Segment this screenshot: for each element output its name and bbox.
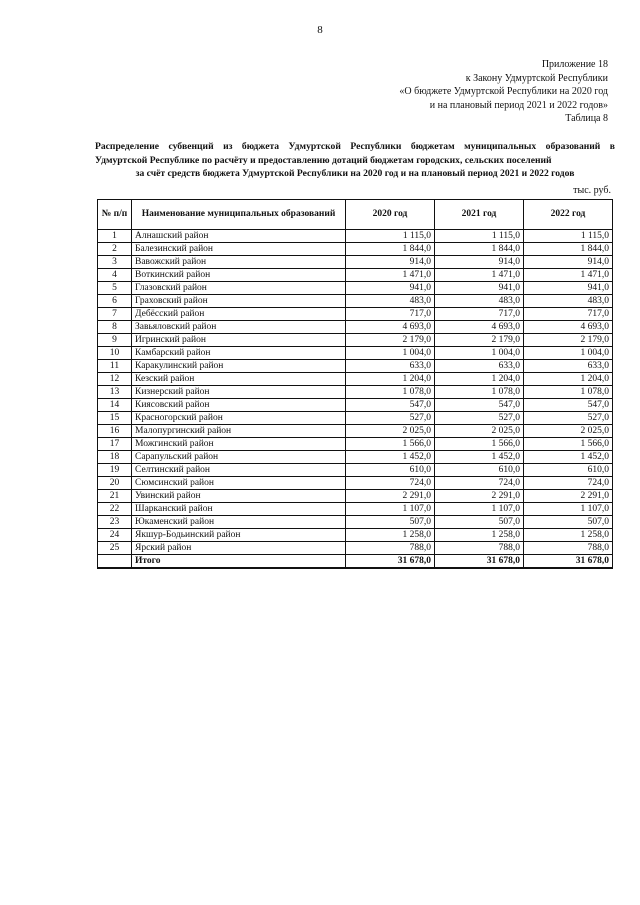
municipality-name: Кизнерский район (132, 386, 346, 399)
table-row (98, 503, 613, 516)
title-line: Распределение субвенций из бюджета Удмуртской Республики бюджетам муниципальных образований в (95, 141, 615, 152)
table-row (98, 321, 613, 334)
table-row (98, 243, 613, 256)
appendix-line: «О бюджете Удмуртской Республики на 2020 год (399, 86, 608, 97)
row-number: 6 (98, 295, 132, 308)
municipality-name: Дебёсский район (132, 308, 346, 321)
value-2021: 2 025,0 (435, 425, 524, 438)
value-2022: 788,0 (524, 542, 613, 555)
row-number: 3 (98, 256, 132, 269)
value-2020: 914,0 (346, 256, 435, 269)
value-2020: 1 004,0 (346, 347, 435, 360)
value-2021: 4 693,0 (435, 321, 524, 334)
table-row (98, 256, 613, 269)
row-number: 4 (98, 269, 132, 282)
value-2022: 507,0 (524, 516, 613, 529)
table-label: Таблица 8 (565, 113, 608, 124)
municipality-name: Малопургинский район (132, 425, 346, 438)
value-2022: 1 452,0 (524, 451, 613, 464)
value-2021: 2 179,0 (435, 334, 524, 347)
municipality-name: Кезский район (132, 373, 346, 386)
value-2022: 2 179,0 (524, 334, 613, 347)
value-2021: 1 258,0 (435, 529, 524, 542)
row-number: 20 (98, 477, 132, 490)
row-number: 21 (98, 490, 132, 503)
row-number: 14 (98, 399, 132, 412)
value-2022: 914,0 (524, 256, 613, 269)
value-2022: 633,0 (524, 360, 613, 373)
row-number: 16 (98, 425, 132, 438)
table-row (98, 295, 613, 308)
value-2022: 1 004,0 (524, 347, 613, 360)
table-row (98, 516, 613, 529)
value-2021: 1 844,0 (435, 243, 524, 256)
row-number: 19 (98, 464, 132, 477)
value-2022: 1 204,0 (524, 373, 613, 386)
municipality-name: Увинский район (132, 490, 346, 503)
value-2021: 717,0 (435, 308, 524, 321)
value-2022: 2 025,0 (524, 425, 613, 438)
value-2020: 547,0 (346, 399, 435, 412)
table-row (98, 412, 613, 425)
document-title (95, 140, 615, 181)
value-2021: 633,0 (435, 360, 524, 373)
appendix-line: к Закону Удмуртской Республики (465, 72, 608, 84)
table-row (98, 347, 613, 360)
total-2020: 31 678,0 (346, 555, 435, 569)
title-line: Удмуртской Республике по расчёту и предоставлению дотаций бюджетам городских, сельских поселений (95, 154, 552, 166)
value-2022: 483,0 (524, 295, 613, 308)
title-line: за счёт средств бюджета Удмуртской Республики на 2020 год и на плановый период 2021 и 2022 годов (135, 168, 575, 179)
table-row (98, 230, 613, 243)
table-row (98, 451, 613, 464)
header-2020: 2020 год (346, 200, 435, 230)
table-row (98, 269, 613, 282)
value-2021: 483,0 (435, 295, 524, 308)
municipality-name: Юкаменский район (132, 516, 346, 529)
value-2021: 788,0 (435, 542, 524, 555)
value-2020: 1 452,0 (346, 451, 435, 464)
value-2022: 724,0 (524, 477, 613, 490)
table-row (98, 282, 613, 295)
municipality-name: Шарканский район (132, 503, 346, 516)
value-2022: 1 258,0 (524, 529, 613, 542)
value-2021: 1 004,0 (435, 347, 524, 360)
row-number: 18 (98, 451, 132, 464)
municipality-name: Киясовский район (132, 399, 346, 412)
row-number: 10 (98, 347, 132, 360)
value-2022: 547,0 (524, 399, 613, 412)
value-2021: 547,0 (435, 399, 524, 412)
municipality-name: Балезинский район (132, 243, 346, 256)
value-2022: 1 078,0 (524, 386, 613, 399)
value-2020: 941,0 (346, 282, 435, 295)
value-2022: 610,0 (524, 464, 613, 477)
table-row (98, 308, 613, 321)
value-2020: 633,0 (346, 360, 435, 373)
value-2021: 2 291,0 (435, 490, 524, 503)
municipality-name: Якшур-Бодьинский район (132, 529, 346, 542)
value-2020: 1 258,0 (346, 529, 435, 542)
value-2020: 2 179,0 (346, 334, 435, 347)
row-number: 5 (98, 282, 132, 295)
appendix-line: Приложение 18 (541, 59, 608, 70)
row-number: 23 (98, 516, 132, 529)
value-2020: 610,0 (346, 464, 435, 477)
municipality-name: Камбарский район (132, 347, 346, 360)
row-number: 11 (98, 360, 132, 373)
row-number: 25 (98, 542, 132, 555)
value-2020: 788,0 (346, 542, 435, 555)
value-2022: 1 566,0 (524, 438, 613, 451)
row-number: 15 (98, 412, 132, 425)
total-2021: 31 678,0 (435, 555, 524, 569)
row-number: 2 (98, 243, 132, 256)
municipality-name: Глазовский район (132, 282, 346, 295)
table-row (98, 464, 613, 477)
header-2021: 2021 год (435, 200, 524, 230)
municipality-name: Игринский район (132, 334, 346, 347)
row-number: 22 (98, 503, 132, 516)
value-2021: 941,0 (435, 282, 524, 295)
header-name: Наименование муниципальных образований (132, 200, 346, 230)
value-2020: 527,0 (346, 412, 435, 425)
value-2020: 1 115,0 (346, 230, 435, 243)
value-2022: 1 107,0 (524, 503, 613, 516)
municipality-name: Завьяловский район (132, 321, 346, 334)
value-2020: 4 693,0 (346, 321, 435, 334)
table-row (98, 542, 613, 555)
row-number: 12 (98, 373, 132, 386)
row-number: 1 (98, 230, 132, 243)
municipality-name: Красногорский район (132, 412, 346, 425)
municipality-name: Воткинский район (132, 269, 346, 282)
table-row (98, 399, 613, 412)
value-2020: 1 844,0 (346, 243, 435, 256)
table-row (98, 438, 613, 451)
row-number: 13 (98, 386, 132, 399)
row-number: 24 (98, 529, 132, 542)
page-number: 8 (317, 24, 323, 36)
table-row (98, 529, 613, 542)
subsidy-table (97, 199, 613, 569)
value-2021: 1 471,0 (435, 269, 524, 282)
value-2022: 4 693,0 (524, 321, 613, 334)
total-label: Итого (132, 555, 346, 569)
table-header-row (98, 200, 613, 230)
value-2022: 527,0 (524, 412, 613, 425)
municipality-name: Сарапульский район (132, 451, 346, 464)
header-2022: 2022 год (524, 200, 613, 230)
value-2022: 1 115,0 (524, 230, 613, 243)
value-2020: 1 107,0 (346, 503, 435, 516)
row-number: 9 (98, 334, 132, 347)
appendix-header (399, 58, 608, 126)
value-2022: 717,0 (524, 308, 613, 321)
value-2020: 2 291,0 (346, 490, 435, 503)
value-2021: 527,0 (435, 412, 524, 425)
value-2021: 1 452,0 (435, 451, 524, 464)
municipality-name: Граховский район (132, 295, 346, 308)
table-row (98, 373, 613, 386)
value-2022: 1 471,0 (524, 269, 613, 282)
value-2021: 1 078,0 (435, 386, 524, 399)
value-2021: 1 566,0 (435, 438, 524, 451)
table-row (98, 477, 613, 490)
value-2020: 1 078,0 (346, 386, 435, 399)
row-number: 7 (98, 308, 132, 321)
value-2020: 717,0 (346, 308, 435, 321)
value-2021: 1 107,0 (435, 503, 524, 516)
value-2020: 2 025,0 (346, 425, 435, 438)
municipality-name: Селтинский район (132, 464, 346, 477)
value-2021: 507,0 (435, 516, 524, 529)
total-2022: 31 678,0 (524, 555, 613, 569)
value-2020: 724,0 (346, 477, 435, 490)
units-label: тыс. руб. (573, 185, 611, 196)
value-2020: 1 204,0 (346, 373, 435, 386)
value-2021: 914,0 (435, 256, 524, 269)
total-number-cell (98, 555, 132, 569)
row-number: 8 (98, 321, 132, 334)
table-row (98, 360, 613, 373)
value-2022: 1 844,0 (524, 243, 613, 256)
appendix-line: и на плановый период 2021 и 2022 годов» (429, 99, 608, 111)
table-body (98, 230, 613, 569)
value-2021: 1 115,0 (435, 230, 524, 243)
municipality-name: Ярский район (132, 542, 346, 555)
table-row (98, 425, 613, 438)
municipality-name: Можгинский район (132, 438, 346, 451)
value-2021: 610,0 (435, 464, 524, 477)
value-2021: 1 204,0 (435, 373, 524, 386)
value-2020: 507,0 (346, 516, 435, 529)
value-2020: 483,0 (346, 295, 435, 308)
municipality-name: Алнашский район (132, 230, 346, 243)
municipality-name: Сюмсинский район (132, 477, 346, 490)
value-2022: 941,0 (524, 282, 613, 295)
table-row (98, 386, 613, 399)
value-2022: 2 291,0 (524, 490, 613, 503)
value-2021: 724,0 (435, 477, 524, 490)
row-number: 17 (98, 438, 132, 451)
total-row (98, 555, 613, 569)
table-row (98, 334, 613, 347)
municipality-name: Вавожский район (132, 256, 346, 269)
table-row (98, 490, 613, 503)
value-2020: 1 471,0 (346, 269, 435, 282)
header-num: № п/п (98, 200, 132, 230)
municipality-name: Каракулинский район (132, 360, 346, 373)
value-2020: 1 566,0 (346, 438, 435, 451)
